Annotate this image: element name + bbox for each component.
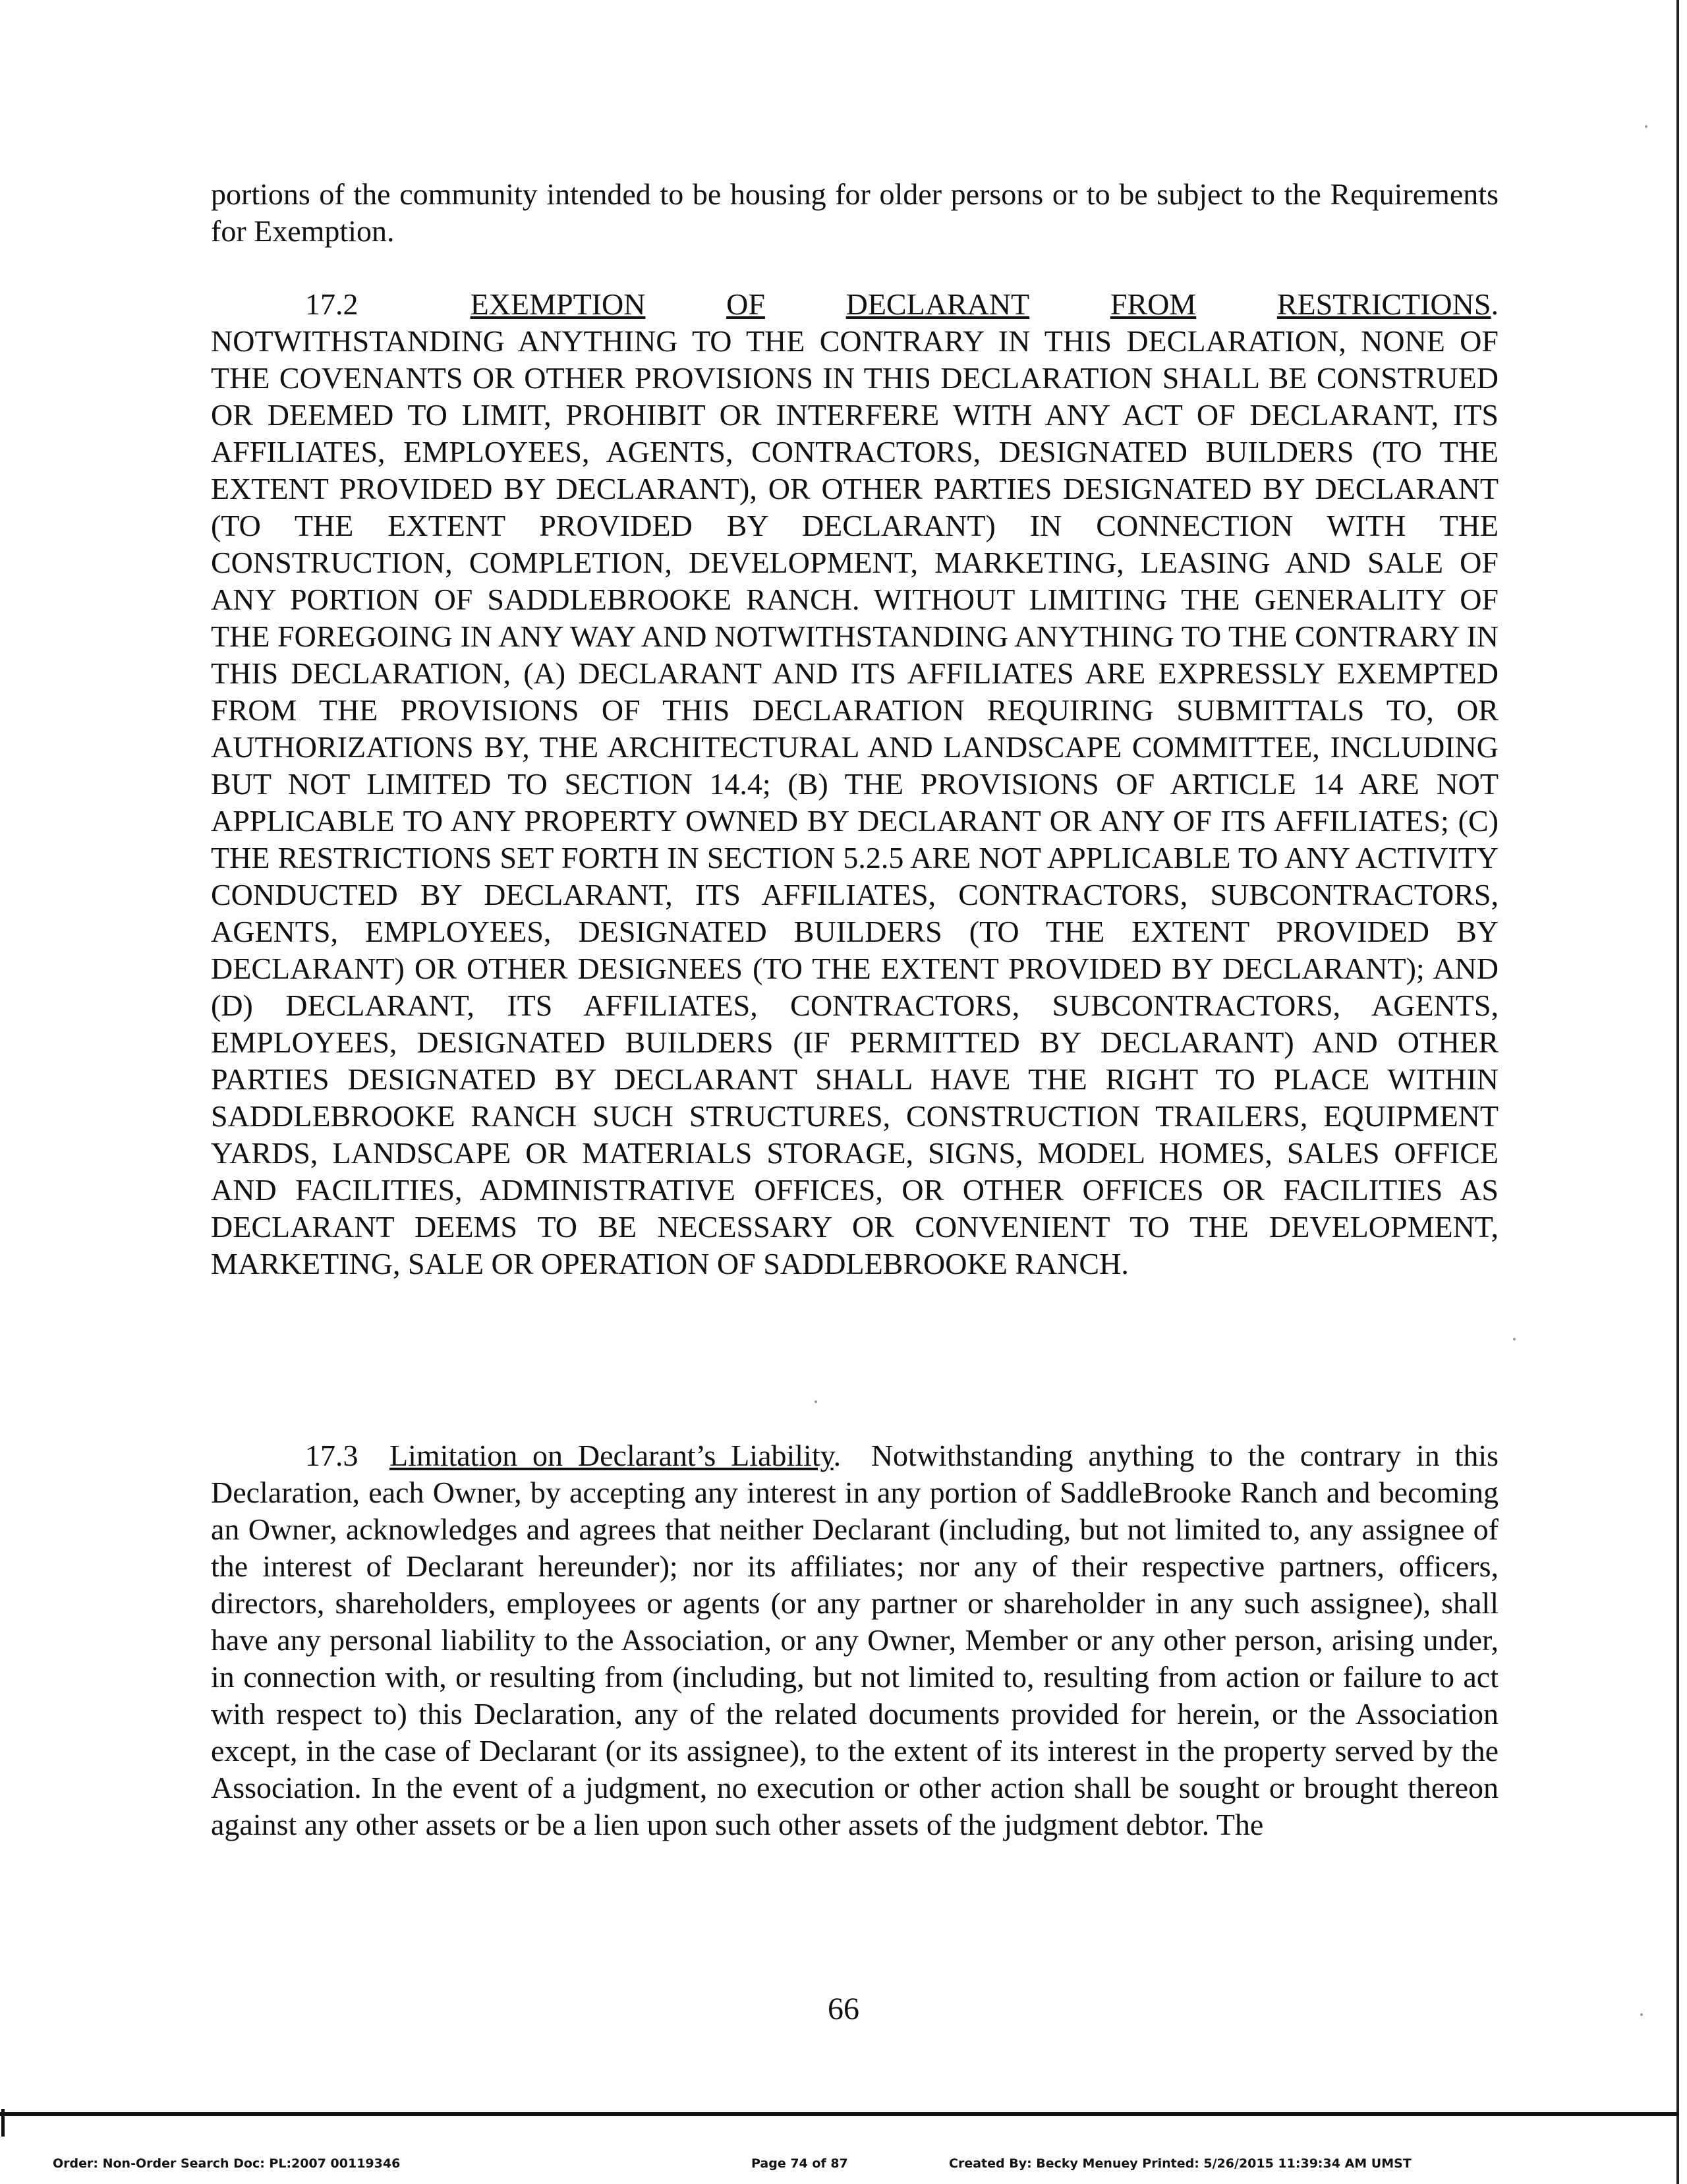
section-17-3 <box>211 1437 1499 1843</box>
section-number: 17.2 <box>305 287 358 321</box>
page-number: 66 <box>828 1992 859 2026</box>
page-bottom-rule <box>0 2112 1679 2116</box>
page-left-tick <box>1 2109 5 2137</box>
heading-period: . <box>1491 287 1499 321</box>
scan-speck <box>1640 2013 1643 2016</box>
footer-page-count: Page 74 of 87 <box>751 2156 848 2171</box>
heading-word: FROM <box>1110 287 1197 321</box>
scan-speck <box>815 1400 817 1403</box>
section-17-2-heading <box>211 286 1499 323</box>
heading-period: . <box>833 1439 842 1472</box>
scan-speck <box>1513 1338 1516 1340</box>
heading-word: EXEMPTION <box>470 287 646 321</box>
scan-speck <box>1645 125 1647 128</box>
print-footer <box>0 2154 1687 2173</box>
footer-created-info: Created By: Becky Menuey Printed: 5/26/2015 11:39:34 AM UMST <box>949 2156 1412 2171</box>
section-17-3-heading: Limitation on Declarant’s Liability <box>389 1439 834 1472</box>
footer-order-info: Order: Non-Order Search Doc: PL:2007 00119346 <box>53 2156 401 2171</box>
section-17-2-body: NOTWITHSTANDING ANYTHING TO THE CONTRARY IN THIS DECLARATION, NONE OF THE COVENANTS OR OTHER PROVISIONS IN THIS DECLARATION SHALL BE CONSTRUED OR DEEMED TO LIMIT, PROHIBIT OR INTERFERE WITH ANY ACT OF DECLARANT, ITS AFFILIATES, EMPLOYEES, AGENTS, CONTRACTORS, DESIGNATED BUILDERS (TO THE EXTENT PROVIDED BY DECLARANT), OR OTHER PARTIES DESIGNATED BY DECLARANT (TO THE EXTENT PROVIDED BY DECLARANT) IN CONNECTION WITH THE CONSTRUCTION, COMPLETION, DEVELOPMENT, MARKETING, LEASING AND SALE OF ANY PORTION OF SADDLEBROOKE RANCH. WITHOUT LIMITING THE GENERALITY OF THE FOREGOING IN ANY WAY AND NOTWITHSTANDING ANYTHING TO THE CONTRARY IN THIS DECLARATION, (A) DECLARANT AND ITS AFFILIATES ARE EXPRESSLY EXEMPTED FROM THE PROVISIONS OF THIS DECLARATION REQUIRING SUBMITTALS TO, OR AUTHORIZATIONS BY, THE ARCHITECTURAL AND LANDSCAPE COMMITTEE, INCLUDING BUT NOT LIMITED TO SECTION 14.4; (B) THE PROVISIONS OF ARTICLE 14 ARE NOT APPLICABLE TO ANY PROPERTY OWNED BY DECLARANT OR ANY OF ITS AFFILIATES; (C) THE RESTRICTIONS SET FORTH IN SECTION 5.2.5 ARE NOT APPLICABLE TO ANY ACTIVITY CONDUCTED BY DECLARANT, ITS AFFILIATES, CONTRACTORS, SUBCONTRACTORS, AGENTS, EMPLOYEES, DESIGNATED BUILDERS (TO THE EXTENT PROVIDED BY DECLARANT) OR OTHER DESIGNEES (TO THE EXTENT PROVIDED BY DECLARANT); AND (D) DECLARANT, ITS AFFILIATES, CONTRACTORS, SUBCONTRACTORS, AGENTS, EMPLOYEES, DESIGNATED BUILDERS (IF PERMITTED BY DECLARANT) AND OTHER PARTIES DESIGNATED BY DECLARANT SHALL HAVE THE RIGHT TO PLACE WITHIN SADDLEBROOKE RANCH SUCH STRUCTURES, CONSTRUCTION TRAILERS, EQUIPMENT YARDS, LANDSCAPE OR MATERIALS STORAGE, SIGNS, MODEL HOMES, SALES OFFICE AND FACILITIES, ADMINISTRATIVE OFFICES, OR OTHER OFFICES OR FACILITIES AS DECLARANT DEEMS TO BE NECESSARY OR CONVENIENT TO THE DEVELOPMENT, MARKETING, SALE OR OPERATION OF SADDLEBROOKE RANCH. <box>211 324 1499 1280</box>
page-right-border <box>1676 0 1679 2184</box>
continuation-paragraph: portions of the community intended to be housing for older persons or to be subject to the Requirements for Exemption. <box>211 177 1499 248</box>
section-17-3-body: Notwithstanding anything to the contrary in this Declaration, each Owner, by accepting any interest in any portion of SaddleBrooke Ranch and becoming an Owner, acknowledges and agrees that neither Declarant (including, but not limited to, any assignee of the interest of Declarant hereunder); nor its affiliates; nor any of their respective partners, officers, directors, shareholders, employees or agents (or any partner or shareholder in any such assignee), shall have any personal liability to the Association, or any Owner, Member or any other person, arising under, in connection with, or resulting from (including, but not limited to, resulting from action or failure to act with respect to) this Declaration, any of the related documents provided for herein, or the Association except, in the case of Declarant (or its assignee), to the extent of its interest in the property served by the Association. In the event of a judgment, no execution or other action shall be sought or brought thereon against any other assets or be a lien upon such other assets of the judgment debtor. The <box>211 1439 1499 1841</box>
heading-word: OF <box>726 287 765 321</box>
section-number: 17.3 <box>305 1439 358 1472</box>
heading-word: RESTRICTIONS <box>1276 287 1491 321</box>
section-17-2 <box>211 286 1499 1282</box>
heading-last-word <box>1277 286 1499 323</box>
heading-word: DECLARANT <box>845 287 1030 321</box>
